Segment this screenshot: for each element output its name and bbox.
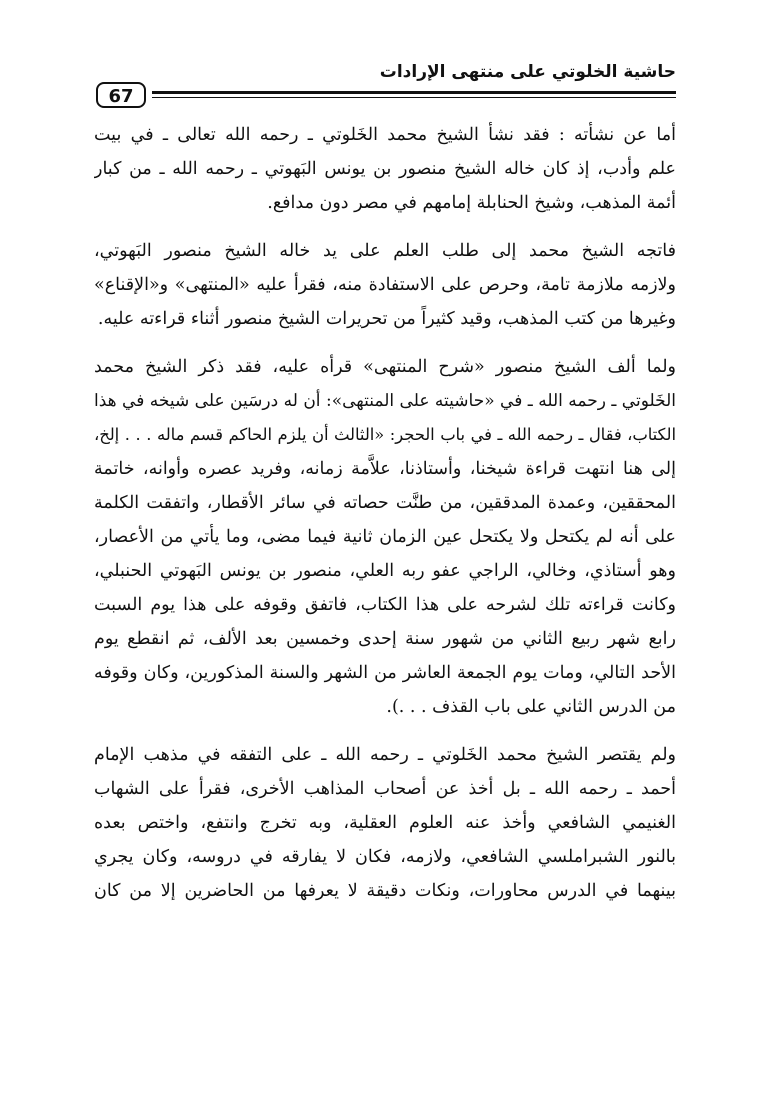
text-line: أحمد ـ رحمه الله ـ بل أخذ عن أصحاب المذاهب الأخرى، فقرأ على الشهاب — [94, 779, 676, 799]
text-line: رابع شهر ربيع الثاني من شهور سنة إحدى وخمسين بعد الألف، ثم انقطع يوم — [94, 629, 676, 649]
text-line: من الدرس الثاني على باب القذف . . .). — [386, 697, 676, 717]
page-header — [96, 62, 676, 108]
header-rule-thick — [152, 91, 676, 94]
paragraph-sharh-al-muntaha — [94, 350, 676, 724]
text-line: ولازمه ملازمة تامة، وحرص على الاستفادة منه، فقرأ عليه «المنتهى» و«الإقناع» — [94, 275, 676, 295]
text-line: إلى هنا انتهت قراءة شيخنا، وأستاذنا، علاَّمة زمانه، وفريد عصره وأوانه، خاتمة — [94, 459, 676, 479]
text-line: أئمة المذهب، وشيخ الحنابلة إمامهم في مصر دون مدافع. — [267, 193, 676, 213]
text-line: بالنور الشبراملسي الشافعي، ولازمه، فكان لا يفارقه في دروسه، وكان يجري — [94, 847, 676, 867]
text-line: ولما ألف الشيخ منصور «شرح المنتهى» قرأه عليه، فقد ذكر الشيخ محمد — [94, 357, 676, 377]
text-line: ولم يقتصر الشيخ محمد الخَلوتي ـ رحمه الله ـ على التفقه في مذهب الإمام — [94, 745, 676, 765]
text-line: المحققين، وعمدة المدققين، من طنَّت حصاته في سائر الأقطار، واتفقت الكلمة — [94, 493, 676, 513]
text-line: الأحد التالي، ومات يوم الجمعة العاشر من الشهر والسنة المذكورين، وكان وقوفه — [94, 663, 676, 683]
text-line: وهو أستاذي، وخالي، الراجي عفو ربه العلي، منصور بن يونس البَهوتي الحنبلي، — [94, 561, 676, 581]
paragraph-other-madhhabs — [94, 738, 676, 908]
text-line: أما عن نشأته : فقد نشأ الشيخ محمد الخَلوتي ـ رحمه الله تعالى ـ في بيت — [94, 125, 676, 145]
text-line: علم وأدب، إذ كان خاله الشيخ منصور بن يونس البَهوتي ـ رحمه الله ـ من كبار — [94, 159, 676, 179]
running-title: حاشية الخلوتي على منتهى الإرادات — [379, 62, 676, 82]
paragraph-studies — [94, 234, 676, 336]
text-line: فاتجه الشيخ محمد إلى طلب العلم على يد خاله الشيخ منصور البَهوتي، — [94, 241, 676, 261]
text-line: بينهما في الدرس محاورات، ونكات دقيقة لا يعرفها من الحاضرين إلا من كان — [94, 881, 676, 901]
text-line: على أنه لم يكتحل ولا يكتحل عين الزمان ثانية فيما مضى، وما يأتي من الأعصار، — [94, 527, 676, 547]
page-number: 67 — [96, 82, 146, 108]
header-rule-thin — [152, 97, 676, 98]
text-line: وغيرها من كتب المذهب، وقيد كثيراً من تحريرات الشيخ منصور أثناء قراءته عليه. — [97, 309, 676, 329]
text-line: الغنيمي الشافعي وأخذ عنه العلوم العقلية، وبه تخرج وانتفع، واختص بعده — [94, 813, 676, 833]
paragraph-upbringing — [94, 118, 676, 220]
text-line: الخَلوتي ـ رحمه الله ـ في «حاشيته على المنتهى»: أن له درسَين على شيخه في هذا — [94, 391, 676, 411]
text-line: الكتاب، فقال ـ رحمه الله ـ في باب الحجر: «الثالث أن يلزم الحاكم قسم ماله . . . إلخ، — [94, 425, 676, 444]
body-text — [94, 118, 676, 908]
text-line: وكانت قراءته تلك لشرحه على هذا الكتاب، فاتفق وقوفه على هذا يوم السبت — [94, 595, 676, 615]
